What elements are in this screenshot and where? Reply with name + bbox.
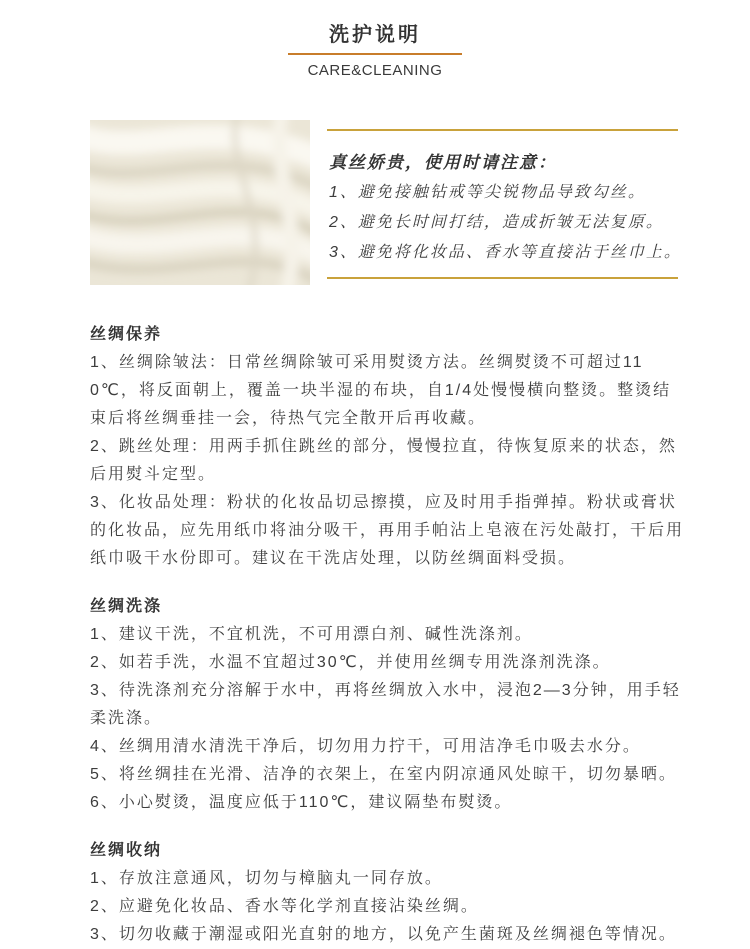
notice-item: 1、避免接触钻戒等尖锐物品导致勾丝。	[329, 184, 646, 201]
page-header	[0, 0, 750, 80]
silk-fabric-image	[90, 120, 310, 285]
silk-fabric-illustration	[90, 120, 310, 285]
section-silk-storage	[90, 837, 684, 949]
notice-item: 2、避免长时间打结，造成折皱无法复原。	[329, 214, 664, 231]
section-silk-washing	[90, 593, 684, 817]
notice-item: 3、避免将化妆品、香水等直接沾于丝巾上。	[329, 244, 682, 261]
section-heading: 丝绸洗涤	[90, 598, 163, 615]
media-row	[90, 120, 750, 285]
page-subtitle: CARE&CLEANING	[307, 62, 443, 79]
washing-item: 5、将丝绸挂在光滑、洁净的衣架上，在室内阴凉通风处晾干，切勿暴晒。	[90, 766, 677, 783]
washing-item: 3、待洗涤剂充分溶解于水中，再将丝绸放入水中，浸泡2—3分钟，用手轻柔洗涤。	[90, 682, 681, 727]
notice-box	[327, 129, 682, 279]
care-item: 3、化妆品处理：粉状的化妆品切忌擦摸，应及时用手指弹掉。粉状或膏状的化妆品，应先用纸巾将油分吸干，再用手帕沾上皂液在污处敲打，干后用纸巾吸干水份即可。建议在干洗店处理，以防丝绸面料受损。	[90, 494, 685, 567]
storage-item: 2、应避免化妆品、香水等化学剂直接沾染丝绸。	[90, 898, 479, 915]
section-heading: 丝绸收纳	[90, 842, 163, 859]
section-silk-care	[90, 321, 684, 573]
care-item: 1、丝绸除皱法：日常丝绸除皱可采用熨烫方法。丝绸熨烫不可超过110℃，将反面朝上，覆盖一块半湿的布块，自1/4处慢慢横向整烫。整烫结束后将丝绸垂挂一会，待热气完全散开后再收藏。	[90, 354, 672, 427]
section-heading: 丝绸保养	[90, 326, 163, 343]
care-instructions	[90, 321, 684, 949]
page-title: 洗护说明	[329, 24, 421, 46]
storage-item: 3、切勿收藏于潮湿或阳光直射的地方，以免产生菌斑及丝绸褪色等情况。	[90, 926, 677, 943]
washing-item: 6、小心熨烫，温度应低于110℃，建议隔垫布熨烫。	[90, 794, 513, 811]
washing-item: 2、如若手洗，水温不宜超过30℃，并使用丝绸专用洗涤剂洗涤。	[90, 654, 611, 671]
care-item: 2、跳丝处理：用两手抓住跳丝的部分，慢慢拉直，待恢复原来的状态，然后用熨斗定型。	[90, 438, 677, 483]
notice-heading: 真丝娇贵，使用时请注意：	[329, 153, 557, 172]
storage-item: 1、存放注意通风，切勿与樟脑丸一同存放。	[90, 870, 443, 887]
washing-item: 4、丝绸用清水清洗干净后，切勿用力拧干，可用洁净毛巾吸去水分。	[90, 738, 641, 755]
washing-item: 1、建议干洗，不宜机洗，不可用漂白剂、碱性洗涤剂。	[90, 626, 533, 643]
title-underline	[288, 53, 462, 55]
